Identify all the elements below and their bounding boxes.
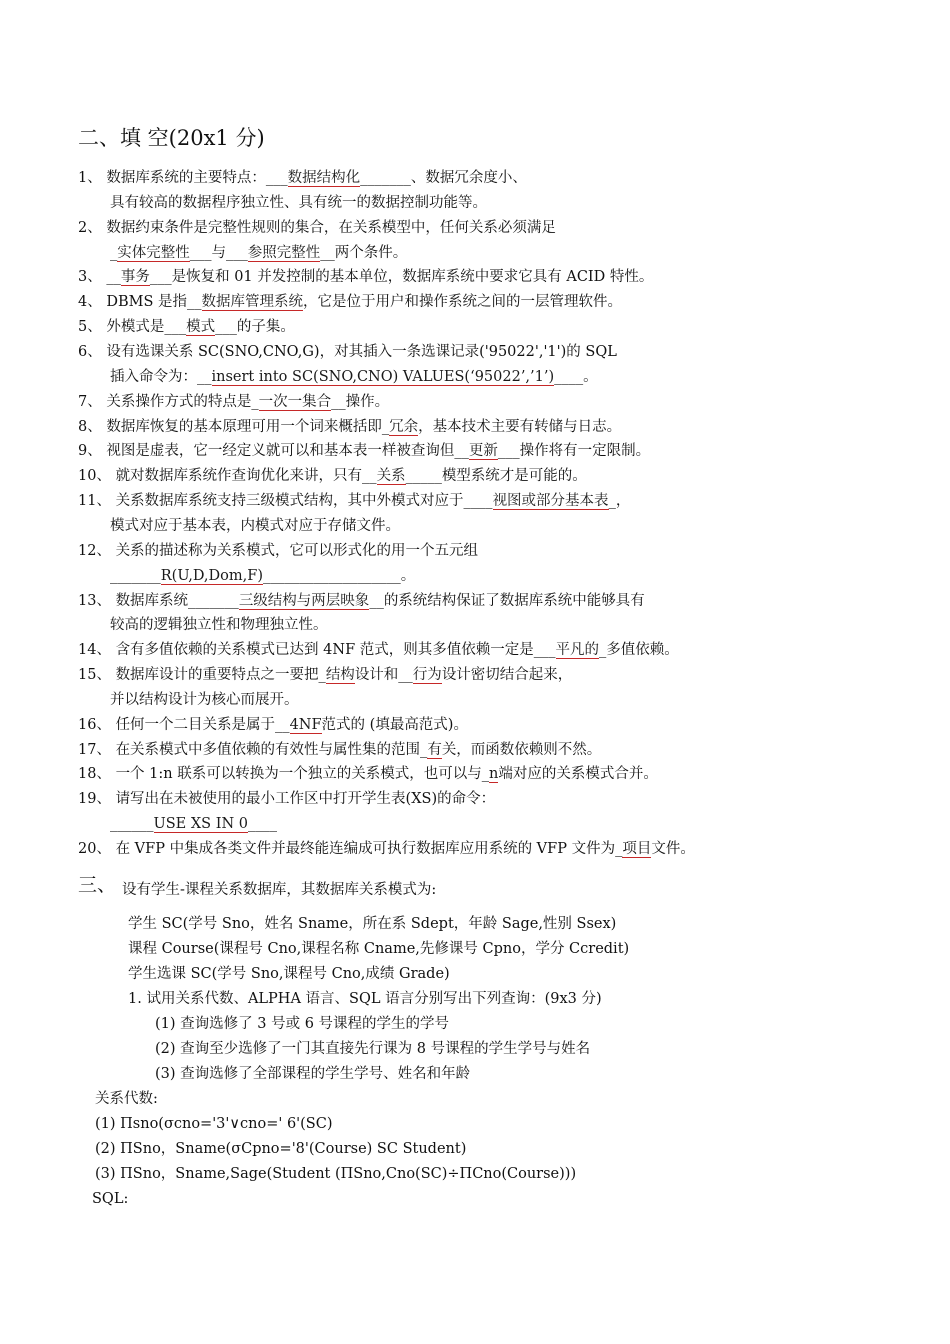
question-continuation <box>110 564 415 589</box>
item-text: _多值依赖。 <box>599 642 679 659</box>
item-text: ____。 <box>554 368 598 385</box>
item-number: 17、 <box>78 741 111 758</box>
answer-text: 参照完整性 <box>247 244 321 261</box>
question-item <box>78 415 621 440</box>
section-3-title: 三、 <box>78 874 117 896</box>
item-number: 20、 <box>78 841 111 857</box>
item-text: __操作。 <box>331 393 390 410</box>
item-text: _， <box>608 493 631 510</box>
item-text: 数据约束条件是完整性规则的集合，在关系模型中，任何关系必须满足 <box>106 219 556 236</box>
question-item <box>78 837 695 862</box>
algebra-answer-3: (3) ΠSno，Sname,Sage(Student (ΠSno,Cno(SC)÷ΠCno(Course))) <box>95 1166 577 1182</box>
item-text: 并以结构设计为核心而展开。 <box>110 691 299 708</box>
item-text: _____模型系统才是可能的。 <box>405 468 587 485</box>
item-text: 模式对应于基本表，内模式对应于存储文件。 <box>110 517 400 534</box>
item-number: 1、 <box>78 170 102 186</box>
answer-text: 关系 <box>376 468 406 485</box>
item-text: ___是恢复和 01 并发控制的基本单位，数据库系统中要求它具有 ACID 特性。 <box>149 269 654 286</box>
answer-text: 项目 <box>622 841 652 857</box>
question-item <box>78 265 653 290</box>
item-text: __两个条件。 <box>320 244 408 261</box>
item-text: 关系操作方式的特点是_ <box>106 393 259 410</box>
answer-text: 4NF <box>289 716 322 733</box>
question-item <box>78 738 601 763</box>
question-continuation <box>110 812 277 837</box>
question-item <box>78 762 658 787</box>
answer-text: 结构 <box>325 667 355 683</box>
answer-text: 一次一集合 <box>258 393 332 410</box>
item-text: _______ <box>110 567 161 584</box>
item-text: 在关系模式中多值依赖的有效性与属性集的范围_ <box>115 741 428 758</box>
item-text: 插入命令为：__ <box>110 368 212 385</box>
answer-text: n <box>488 766 499 783</box>
item-text: 数据库恢复的基本原理可用一个词来概括即_ <box>106 418 390 435</box>
item-number: 11、 <box>78 493 111 510</box>
subquestion-2: (2) 查询至少选修了一门其直接先行课为 8 号课程的学生学号与姓名 <box>155 1041 591 1057</box>
blank-fill: _______ <box>360 170 411 186</box>
item-text: 、数据冗余度小、 <box>410 170 527 186</box>
question-item <box>78 439 650 464</box>
item-number: 14、 <box>78 642 111 659</box>
item-number: 7、 <box>78 393 102 410</box>
answer-text: 模式 <box>186 319 216 336</box>
answer-text: 行为 <box>412 667 442 683</box>
item-text: __ <box>106 269 121 286</box>
answer-text: 数据结构化 <box>287 170 361 186</box>
sql-label: SQL: <box>92 1191 129 1207</box>
item-number: 6、 <box>78 344 102 360</box>
question-continuation <box>110 613 328 638</box>
question-item <box>78 663 572 688</box>
subquestion-1: (1) 查询选修了 3 号或 6 号课程的学生的学号 <box>155 1016 450 1032</box>
question-item <box>78 464 587 489</box>
question-continuation <box>110 241 407 266</box>
item-text: __的系统结构保证了数据库系统中能够具有 <box>369 592 645 609</box>
item-text: 数据库系统的主要特点： <box>106 170 266 186</box>
answer-text: 实体完整性 <box>117 244 190 261</box>
item-text: ，它是位于用户和操作系统之间的一层管理软件。 <box>303 294 623 311</box>
answer-text: 平凡的 <box>555 642 600 659</box>
item-text: 请写出在未被使用的最小工作区中打开学生表(XS)的命令： <box>115 791 496 808</box>
question-continuation <box>110 688 299 713</box>
question-item <box>78 489 630 514</box>
item-text: 在 VFP 中集成各类文件并最终能连编成可执行数据库应用系统的 VFP 文件为_ <box>115 841 623 857</box>
answer-text: 数据库管理系统 <box>201 294 304 311</box>
item-text: 数据库设计的重要特点之一要把_ <box>115 667 326 683</box>
item-number: 10、 <box>78 468 111 485</box>
answer-text: insert into SC(SNO,CNO) VALUES(‘95022’,’1’) <box>211 368 555 385</box>
question-item <box>78 290 622 315</box>
item-text: 外模式是___ <box>106 319 187 336</box>
item-text: 就对数据库系统作查询优化来讲，只有__ <box>115 468 377 485</box>
answer-text: USE XS IN 0 <box>153 816 248 833</box>
item-text: 范式的 (填最高范式)。 <box>321 716 468 733</box>
item-text: 含有多值依赖的关系模式已达到 4NF 范式，则其多值依赖一定是___ <box>115 642 556 659</box>
algebra-label: 关系代数: <box>95 1091 158 1107</box>
question-continuation <box>110 514 400 539</box>
item-text: 视图是虚表，它一经定义就可以和基本表一样被查询但__ <box>106 443 469 460</box>
answer-text: 冗余 <box>389 418 419 435</box>
schema-course: 课程 Course(课程号 Cno,课程名称 Cname,先修课号 Cpno，学分 Ccredit) <box>128 941 630 957</box>
item-number: 12、 <box>78 542 111 559</box>
item-text: 任何一个二目关系是属于__ <box>115 716 290 733</box>
answer-text: 事务 <box>120 269 150 286</box>
item-text: 关系数据库系统支持三级模式结构，其中外模式对应于____ <box>115 493 493 510</box>
section-3-intro: 设有学生-课程关系数据库，其数据库关系模式为: <box>122 882 437 898</box>
schema-sc: 学生选课 SC(学号 Sno,课程号 Cno,成绩 Grade) <box>128 966 450 982</box>
question-item <box>78 390 389 415</box>
item-number: 5、 <box>78 319 102 336</box>
question-item <box>78 166 527 191</box>
item-text: DBMS 是指__ <box>106 294 202 311</box>
item-text: ___与___ <box>189 244 248 261</box>
answer-text: 视图或部分基本表 <box>492 493 609 510</box>
answer-text: R(U,D,Dom,F) <box>160 567 263 584</box>
item-text: _ <box>110 244 118 261</box>
item-number: 9、 <box>78 443 102 460</box>
question-continuation <box>110 191 487 216</box>
question-item <box>78 589 645 614</box>
question-item <box>78 539 478 564</box>
item-number: 2、 <box>78 219 102 236</box>
item-text: 设有选课关系 SC(SNO,CNO,G)，对其插入一条选课记录('95022','1')的 SQL <box>106 344 617 360</box>
item-text: 关系的描述称为关系模式，它可以形式化的用一个五元组 <box>115 542 479 559</box>
item-text: 具有较高的数据程序独立性、具有统一的数据控制功能等。 <box>110 194 487 211</box>
answer-text: 更新 <box>468 443 498 460</box>
item-text: 文件。 <box>651 841 695 857</box>
item-number: 8、 <box>78 418 102 435</box>
algebra-answer-2: (2) ΠSno，Sname(σCpno='8'(Course) SC Student) <box>95 1141 467 1157</box>
item-text: ___________________。 <box>262 567 416 584</box>
item-text: 设计和__ <box>354 667 413 683</box>
item-text: 数据库系统_______ <box>115 592 239 609</box>
item-text: 较高的逻辑独立性和物理独立性。 <box>110 617 328 634</box>
item-number: 13、 <box>78 592 111 609</box>
algebra-answer-1: (1) Πsno(σcno='3'∨cno=' 6'(SC) <box>95 1116 333 1132</box>
answer-text: 三级结构与两层映象 <box>238 592 370 609</box>
question-item <box>78 315 295 340</box>
item-text: ___操作将有一定限制。 <box>497 443 651 460</box>
item-number: 3、 <box>78 269 102 286</box>
item-number: 15、 <box>78 667 111 683</box>
item-text: ____ <box>247 816 277 833</box>
item-text: 关，而函数依赖则不然。 <box>441 741 602 758</box>
item-number: 4、 <box>78 294 102 311</box>
subquestion-3: (3) 查询选修了全部课程的学生学号、姓名和年龄 <box>155 1066 471 1082</box>
item-number: 18、 <box>78 766 111 783</box>
section-2-title: 二、填 空(20x1 分) <box>78 126 265 150</box>
item-text: ___的子集。 <box>215 319 295 336</box>
question-item <box>78 638 679 663</box>
item-text: 设计密切结合起来， <box>441 667 573 683</box>
blank-fill: ___ <box>265 170 288 186</box>
question-item <box>78 216 556 241</box>
item-text: 端对应的关系模式合并。 <box>498 766 658 783</box>
answer-text: 有 <box>427 741 442 758</box>
question-continuation <box>110 365 598 390</box>
item-number: 16、 <box>78 716 111 733</box>
question-item <box>78 340 617 365</box>
schema-student: 学生 SC(学号 Sno，姓名 Sname，所在系 Sdept，年龄 Sage,性别 Ssex) <box>128 916 617 932</box>
item-text: 一个 1:n 联系可以转换为一个独立的关系模式，也可以与_ <box>115 766 489 783</box>
question-1: 1. 试用关系代数、ALPHA 语言、SQL 语言分别写出下列查询：(9x3 分) <box>128 991 602 1007</box>
question-item <box>78 713 468 738</box>
item-text: ______ <box>110 816 154 833</box>
question-item <box>78 787 495 812</box>
item-text: ，基本技术主要有转储与日志。 <box>418 418 622 435</box>
item-number: 19、 <box>78 791 111 808</box>
